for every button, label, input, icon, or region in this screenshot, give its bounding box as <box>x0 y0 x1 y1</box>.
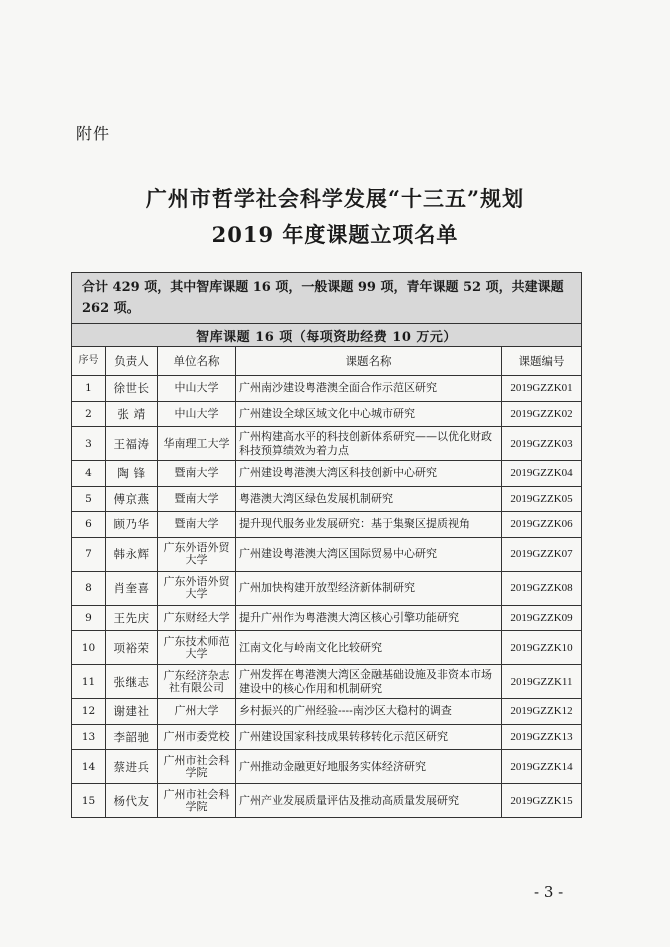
page-number: - 3 - <box>534 883 564 901</box>
cell-leader: 张继志 <box>106 665 158 699</box>
cell-seq: 3 <box>72 427 106 461</box>
header-leader: 负责人 <box>106 347 158 376</box>
cell-code: 2019GZZK03 <box>502 427 582 461</box>
table-row <box>72 486 582 512</box>
cell-seq: 4 <box>72 461 106 487</box>
cell-code: 2019GZZK06 <box>502 512 582 538</box>
cell-code: 2019GZZK10 <box>502 631 582 665</box>
table-row <box>72 427 582 461</box>
cell-code: 2019GZZK12 <box>502 699 582 725</box>
cell-topic: 广州加快构建开放型经济新体制研究 <box>236 571 502 605</box>
cell-seq: 14 <box>72 750 106 784</box>
cell-leader: 张 靖 <box>106 401 158 427</box>
cell-topic: 广州推动金融更好地服务实体经济研究 <box>236 750 502 784</box>
cell-leader: 陶 锋 <box>106 461 158 487</box>
cell-topic: 广州产业发展质量评估及推动高质量发展研究 <box>236 784 502 818</box>
cell-unit: 广东外语外贸大学 <box>158 571 236 605</box>
cell-topic: 乡村振兴的广州经验----南沙区大稳村的调查 <box>236 699 502 725</box>
cell-unit: 暨南大学 <box>158 512 236 538</box>
cell-code: 2019GZZK02 <box>502 401 582 427</box>
cell-leader: 王福涛 <box>106 427 158 461</box>
table-row <box>72 571 582 605</box>
cell-leader: 肖奎喜 <box>106 571 158 605</box>
cell-leader: 蔡进兵 <box>106 750 158 784</box>
cell-code: 2019GZZK05 <box>502 486 582 512</box>
cell-leader: 徐世长 <box>106 376 158 402</box>
cell-unit: 广州大学 <box>158 699 236 725</box>
cell-unit: 暨南大学 <box>158 486 236 512</box>
cell-topic: 广州建设全球区域文化中心城市研究 <box>236 401 502 427</box>
table-row <box>72 750 582 784</box>
cell-seq: 8 <box>72 571 106 605</box>
table-row <box>72 784 582 818</box>
cell-seq: 11 <box>72 665 106 699</box>
cell-unit: 广东财经大学 <box>158 605 236 631</box>
cell-code: 2019GZZK01 <box>502 376 582 402</box>
cell-unit: 华南理工大学 <box>158 427 236 461</box>
document-title-line2: 2019 年度课题立项名单 <box>211 222 459 247</box>
header-code: 课题编号 <box>502 347 582 376</box>
header-unit: 单位名称 <box>158 347 236 376</box>
cell-seq: 7 <box>72 537 106 571</box>
cell-seq: 5 <box>72 486 106 512</box>
header-topic: 课题名称 <box>236 347 502 376</box>
table-row <box>72 631 582 665</box>
cell-seq: 1 <box>72 376 106 402</box>
project-table <box>71 272 582 818</box>
cell-code: 2019GZZK08 <box>502 571 582 605</box>
cell-unit: 广东技术师范大学 <box>158 631 236 665</box>
cell-seq: 15 <box>72 784 106 818</box>
table-row <box>72 401 582 427</box>
cell-seq: 10 <box>72 631 106 665</box>
cell-topic: 广州构建高水平的科技创新体系研究——以优化财政科技预算绩效为着力点 <box>236 427 502 461</box>
cell-topic: 广州建设国家科技成果转移转化示范区研究 <box>236 724 502 750</box>
cell-leader: 李韶驰 <box>106 724 158 750</box>
cell-code: 2019GZZK13 <box>502 724 582 750</box>
cell-code: 2019GZZK15 <box>502 784 582 818</box>
cell-seq: 6 <box>72 512 106 538</box>
cell-code: 2019GZZK04 <box>502 461 582 487</box>
document-title-line1: 广州市哲学社会科学发展“十三五”规划 <box>145 186 525 211</box>
cell-leader: 王先庆 <box>106 605 158 631</box>
table-row <box>72 461 582 487</box>
cell-topic: 提升广州作为粤港澳大湾区核心引擎功能研究 <box>236 605 502 631</box>
table-row <box>72 537 582 571</box>
cell-code: 2019GZZK14 <box>502 750 582 784</box>
cell-unit: 广东外语外贸大学 <box>158 537 236 571</box>
table-row <box>72 512 582 538</box>
cell-unit: 广州市委党校 <box>158 724 236 750</box>
cell-leader: 杨代友 <box>106 784 158 818</box>
table-row <box>72 665 582 699</box>
cell-seq: 13 <box>72 724 106 750</box>
cell-leader: 韩永辉 <box>106 537 158 571</box>
cell-topic: 广州建设粤港澳大湾区国际贸易中心研究 <box>236 537 502 571</box>
cell-topic: 广州发挥在粤港澳大湾区金融基础设施及非资本市场建设中的核心作用和机制研究 <box>236 665 502 699</box>
cell-seq: 9 <box>72 605 106 631</box>
cell-code: 2019GZZK07 <box>502 537 582 571</box>
cell-topic: 广州南沙建设粤港澳全面合作示范区研究 <box>236 376 502 402</box>
cell-leader: 傅京燕 <box>106 486 158 512</box>
section-heading: 智库课题 16 项（每项资助经费 10 万元） <box>72 324 582 347</box>
cell-unit: 广东经济杂志社有限公司 <box>158 665 236 699</box>
cell-leader: 项裕荣 <box>106 631 158 665</box>
cell-code: 2019GZZK09 <box>502 605 582 631</box>
cell-unit: 中山大学 <box>158 401 236 427</box>
cell-unit: 中山大学 <box>158 376 236 402</box>
cell-code: 2019GZZK11 <box>502 665 582 699</box>
cell-leader: 谢建社 <box>106 699 158 725</box>
table-row <box>72 605 582 631</box>
cell-topic: 提升现代服务业发展研究：基于集聚区提质视角 <box>236 512 502 538</box>
summary-text: 合计 429 项，其中智库课题 16 项，一般课题 99 项，青年课题 52 项，共建课题 262 项。 <box>72 273 582 324</box>
table-row <box>72 724 582 750</box>
header-seq: 序号 <box>72 347 106 376</box>
cell-topic: 江南文化与岭南文化比较研究 <box>236 631 502 665</box>
cell-topic: 广州建设粤港澳大湾区科技创新中心研究 <box>236 461 502 487</box>
cell-unit: 暨南大学 <box>158 461 236 487</box>
cell-unit: 广州市社会科学院 <box>158 784 236 818</box>
table-header-row <box>72 347 582 376</box>
table-row <box>72 376 582 402</box>
cell-seq: 12 <box>72 699 106 725</box>
attachment-label: 附件 <box>76 124 111 143</box>
cell-leader: 顾乃华 <box>106 512 158 538</box>
cell-seq: 2 <box>72 401 106 427</box>
cell-topic: 粤港澳大湾区绿色发展机制研究 <box>236 486 502 512</box>
table-row <box>72 699 582 725</box>
cell-unit: 广州市社会科学院 <box>158 750 236 784</box>
